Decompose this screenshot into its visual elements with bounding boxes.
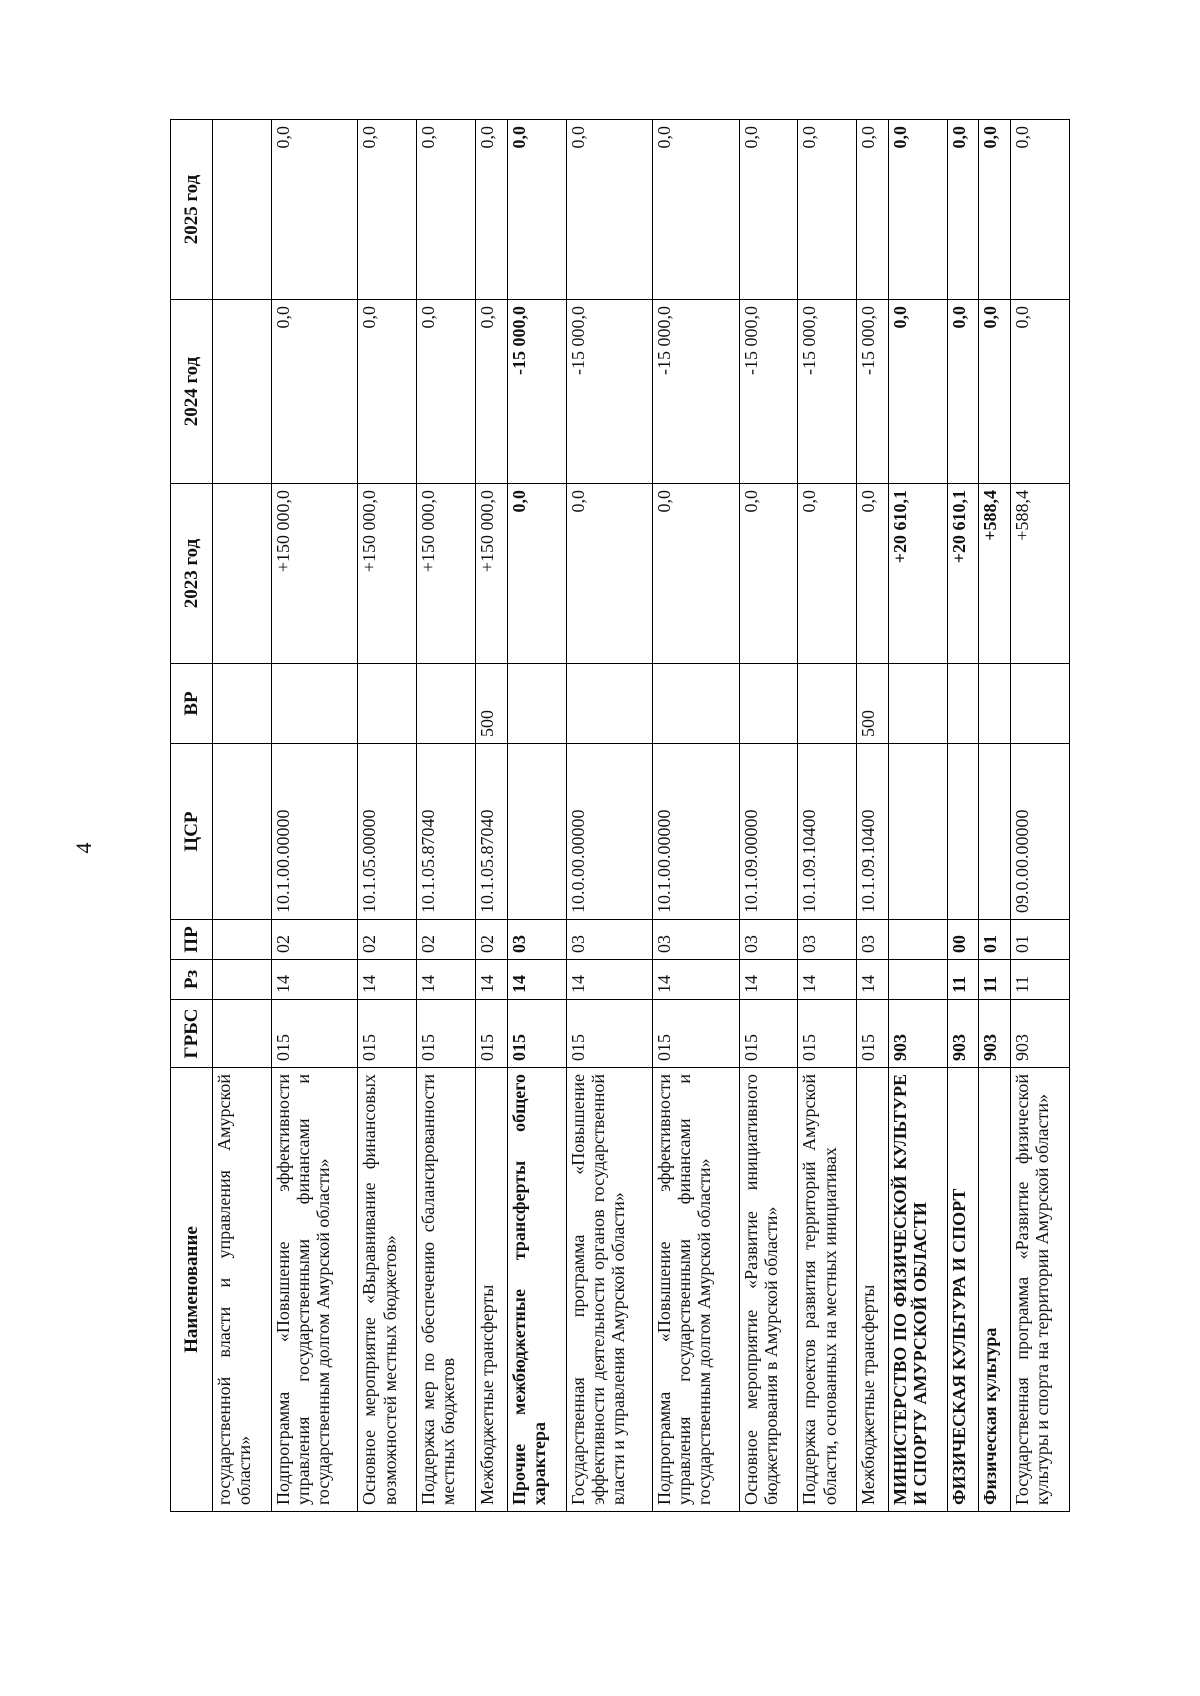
cell-grbs: 015: [857, 1000, 889, 1068]
header-2023: 2023 год: [171, 484, 213, 664]
table-row: [271, 120, 357, 1512]
header-vr: ВР: [171, 664, 213, 744]
cell-rz: 14: [566, 960, 652, 1000]
cell-name: ФИЗИЧЕСКАЯ КУЛЬТУРА И СПОРТ: [947, 1068, 979, 1512]
budget-table: [170, 119, 1070, 1512]
cell-2025: 0,0: [566, 120, 652, 300]
cell-pr: 03: [857, 920, 889, 960]
cell-grbs: 015: [507, 1000, 566, 1068]
cell-2024: [213, 300, 272, 484]
table-row: [888, 120, 947, 1512]
cell-rz: 14: [507, 960, 566, 1000]
cell-pr: 02: [417, 920, 476, 960]
cell-csr: 10.1.05.87040: [417, 744, 476, 920]
cell-grbs: 903: [979, 1000, 1011, 1068]
cell-name: Основное мероприятие «Выравнивание финансовых возможностей местных бюджетов»: [358, 1068, 417, 1512]
cell-vr: [739, 664, 798, 744]
cell-2024: 0,0: [888, 300, 947, 484]
cell-2023: 0,0: [653, 484, 739, 664]
cell-2025: 0,0: [1010, 120, 1069, 300]
cell-vr: [653, 664, 739, 744]
cell-vr: [417, 664, 476, 744]
cell-pr: 02: [358, 920, 417, 960]
cell-2024: -15 000,0: [739, 300, 798, 484]
header-grbs: ГРБС: [171, 1000, 213, 1068]
cell-2023: 0,0: [507, 484, 566, 664]
cell-2023: [213, 484, 272, 664]
cell-2025: 0,0: [358, 120, 417, 300]
cell-csr: [213, 744, 272, 920]
cell-grbs: 903: [1010, 1000, 1069, 1068]
cell-csr: 09.0.00.00000: [1010, 744, 1069, 920]
cell-name: Подпрограмма «Повышение эффективности управления государственными финансами и государственным долгом Амурской области»: [653, 1068, 739, 1512]
table-row: [476, 120, 508, 1512]
cell-name: Поддержка мер по обеспечению сбалансированности местных бюджетов: [417, 1068, 476, 1512]
cell-2024: -15 000,0: [653, 300, 739, 484]
table-row: [507, 120, 566, 1512]
cell-name: Основное мероприятие «Развитие инициативного бюджетирования в Амурской области»: [739, 1068, 798, 1512]
cell-pr: 03: [798, 920, 857, 960]
cell-2025: 0,0: [739, 120, 798, 300]
cell-rz: [213, 960, 272, 1000]
cell-vr: 500: [476, 664, 508, 744]
cell-rz: 14: [739, 960, 798, 1000]
cell-grbs: 015: [358, 1000, 417, 1068]
table-row: [739, 120, 798, 1512]
cell-2024: -15 000,0: [507, 300, 566, 484]
cell-name: Поддержка проектов развития территорий Амурской области, основанных на местных инициативах: [798, 1068, 857, 1512]
cell-pr: 02: [476, 920, 508, 960]
cell-grbs: [213, 1000, 272, 1068]
cell-name: Прочие межбюджетные трансферты общего характера: [507, 1068, 566, 1512]
header-csr: ЦСР: [171, 744, 213, 920]
header-2025: 2025 год: [171, 120, 213, 300]
cell-csr: 10.1.05.00000: [358, 744, 417, 920]
cell-pr: 02: [271, 920, 357, 960]
cell-vr: [798, 664, 857, 744]
table-row: [566, 120, 652, 1512]
cell-pr: 03: [739, 920, 798, 960]
cell-vr: [213, 664, 272, 744]
table-row: [417, 120, 476, 1512]
cell-vr: [566, 664, 652, 744]
cell-csr: 10.1.09.10400: [857, 744, 889, 920]
cell-2023: +588,4: [1010, 484, 1069, 664]
cell-vr: [888, 664, 947, 744]
cell-vr: [507, 664, 566, 744]
cell-name: Физическая культура: [979, 1068, 1011, 1512]
cell-vr: [1010, 664, 1069, 744]
cell-2024: 0,0: [979, 300, 1011, 484]
cell-2024: 0,0: [947, 300, 979, 484]
cell-2025: 0,0: [947, 120, 979, 300]
cell-rz: 14: [798, 960, 857, 1000]
table-row: [358, 120, 417, 1512]
cell-name: Межбюджетные трансферты: [857, 1068, 889, 1512]
cell-2024: 0,0: [271, 300, 357, 484]
cell-grbs: 015: [417, 1000, 476, 1068]
cell-2023: 0,0: [798, 484, 857, 664]
cell-2023: +150 000,0: [476, 484, 508, 664]
cell-grbs: 015: [739, 1000, 798, 1068]
cell-rz: 14: [417, 960, 476, 1000]
cell-2025: 0,0: [798, 120, 857, 300]
cell-name: Подпрограмма «Повышение эффективности управления государственными финансами и государственным долгом Амурской области»: [271, 1068, 357, 1512]
cell-2025: 0,0: [271, 120, 357, 300]
cell-2024: 0,0: [476, 300, 508, 484]
table-row: [857, 120, 889, 1512]
cell-vr: [271, 664, 357, 744]
header-name: Наименование: [171, 1068, 213, 1512]
cell-csr: [888, 744, 947, 920]
cell-csr: 10.1.00.00000: [653, 744, 739, 920]
cell-pr: 01: [1010, 920, 1069, 960]
cell-grbs: 015: [566, 1000, 652, 1068]
cell-2025: 0,0: [979, 120, 1011, 300]
table-row: [653, 120, 739, 1512]
cell-2023: +150 000,0: [271, 484, 357, 664]
cell-name: Государственная программа «Развитие физической культуры и спорта на территории Амурской области»: [1010, 1068, 1069, 1512]
cell-2025: [213, 120, 272, 300]
cell-pr: 03: [566, 920, 652, 960]
cell-2023: 0,0: [857, 484, 889, 664]
table-row: [213, 120, 272, 1512]
cell-2024: -15 000,0: [857, 300, 889, 484]
cell-name: государственной власти и управления Амурской области»: [213, 1068, 272, 1512]
header-rz: Рз: [171, 960, 213, 1000]
table-row: [979, 120, 1011, 1512]
page-number: 4: [71, 842, 96, 854]
cell-name: Государственная программа «Повышение эффективности деятельности органов государственной власти и управления Амурской области»: [566, 1068, 652, 1512]
cell-rz: 14: [358, 960, 417, 1000]
cell-2025: 0,0: [857, 120, 889, 300]
cell-2025: 0,0: [507, 120, 566, 300]
table-body: [213, 120, 1070, 1512]
rotated-table-container: [170, 120, 1070, 1512]
cell-pr: 01: [979, 920, 1011, 960]
cell-grbs: 015: [798, 1000, 857, 1068]
cell-2025: 0,0: [653, 120, 739, 300]
cell-name: МИНИСТЕРСТВО ПО ФИЗИЧЕСКОЙ КУЛЬТУРЕ И СПОРТУ АМУРСКОЙ ОБЛАСТИ: [888, 1068, 947, 1512]
cell-grbs: 903: [888, 1000, 947, 1068]
cell-pr: [213, 920, 272, 960]
cell-csr: [979, 744, 1011, 920]
cell-2024: 0,0: [358, 300, 417, 484]
cell-rz: 14: [476, 960, 508, 1000]
table-row: [798, 120, 857, 1512]
cell-rz: 11: [979, 960, 1011, 1000]
cell-vr: 500: [857, 664, 889, 744]
cell-csr: 10.1.00.00000: [271, 744, 357, 920]
cell-2023: 0,0: [739, 484, 798, 664]
cell-vr: [979, 664, 1011, 744]
cell-2025: 0,0: [476, 120, 508, 300]
cell-grbs: 015: [476, 1000, 508, 1068]
cell-2023: +150 000,0: [417, 484, 476, 664]
table-row: [1010, 120, 1069, 1512]
cell-name: Межбюджетные трансферты: [476, 1068, 508, 1512]
cell-csr: [947, 744, 979, 920]
cell-vr: [947, 664, 979, 744]
cell-csr: 10.0.00.00000: [566, 744, 652, 920]
cell-2023: +20 610,1: [947, 484, 979, 664]
cell-grbs: 015: [653, 1000, 739, 1068]
cell-csr: 10.1.09.00000: [739, 744, 798, 920]
cell-2023: +20 610,1: [888, 484, 947, 664]
cell-csr: [507, 744, 566, 920]
cell-2024: -15 000,0: [798, 300, 857, 484]
cell-2024: -15 000,0: [566, 300, 652, 484]
cell-rz: 14: [271, 960, 357, 1000]
header-2024: 2024 год: [171, 300, 213, 484]
cell-2023: 0,0: [566, 484, 652, 664]
cell-rz: 11: [947, 960, 979, 1000]
cell-2024: 0,0: [1010, 300, 1069, 484]
cell-pr: 00: [947, 920, 979, 960]
cell-grbs: 903: [947, 1000, 979, 1068]
cell-vr: [358, 664, 417, 744]
header-pr: ПР: [171, 920, 213, 960]
table-row: [947, 120, 979, 1512]
cell-2023: +588,4: [979, 484, 1011, 664]
cell-2025: 0,0: [888, 120, 947, 300]
cell-2024: 0,0: [417, 300, 476, 484]
header-row: [171, 120, 213, 1512]
cell-2025: 0,0: [417, 120, 476, 300]
cell-csr: 10.1.05.87040: [476, 744, 508, 920]
cell-grbs: 015: [271, 1000, 357, 1068]
cell-rz: 14: [653, 960, 739, 1000]
cell-rz: 11: [1010, 960, 1069, 1000]
cell-rz: 14: [857, 960, 889, 1000]
cell-csr: 10.1.09.10400: [798, 744, 857, 920]
cell-pr: 03: [507, 920, 566, 960]
cell-rz: [888, 960, 947, 1000]
cell-pr: 03: [653, 920, 739, 960]
cell-2023: +150 000,0: [358, 484, 417, 664]
cell-pr: [888, 920, 947, 960]
